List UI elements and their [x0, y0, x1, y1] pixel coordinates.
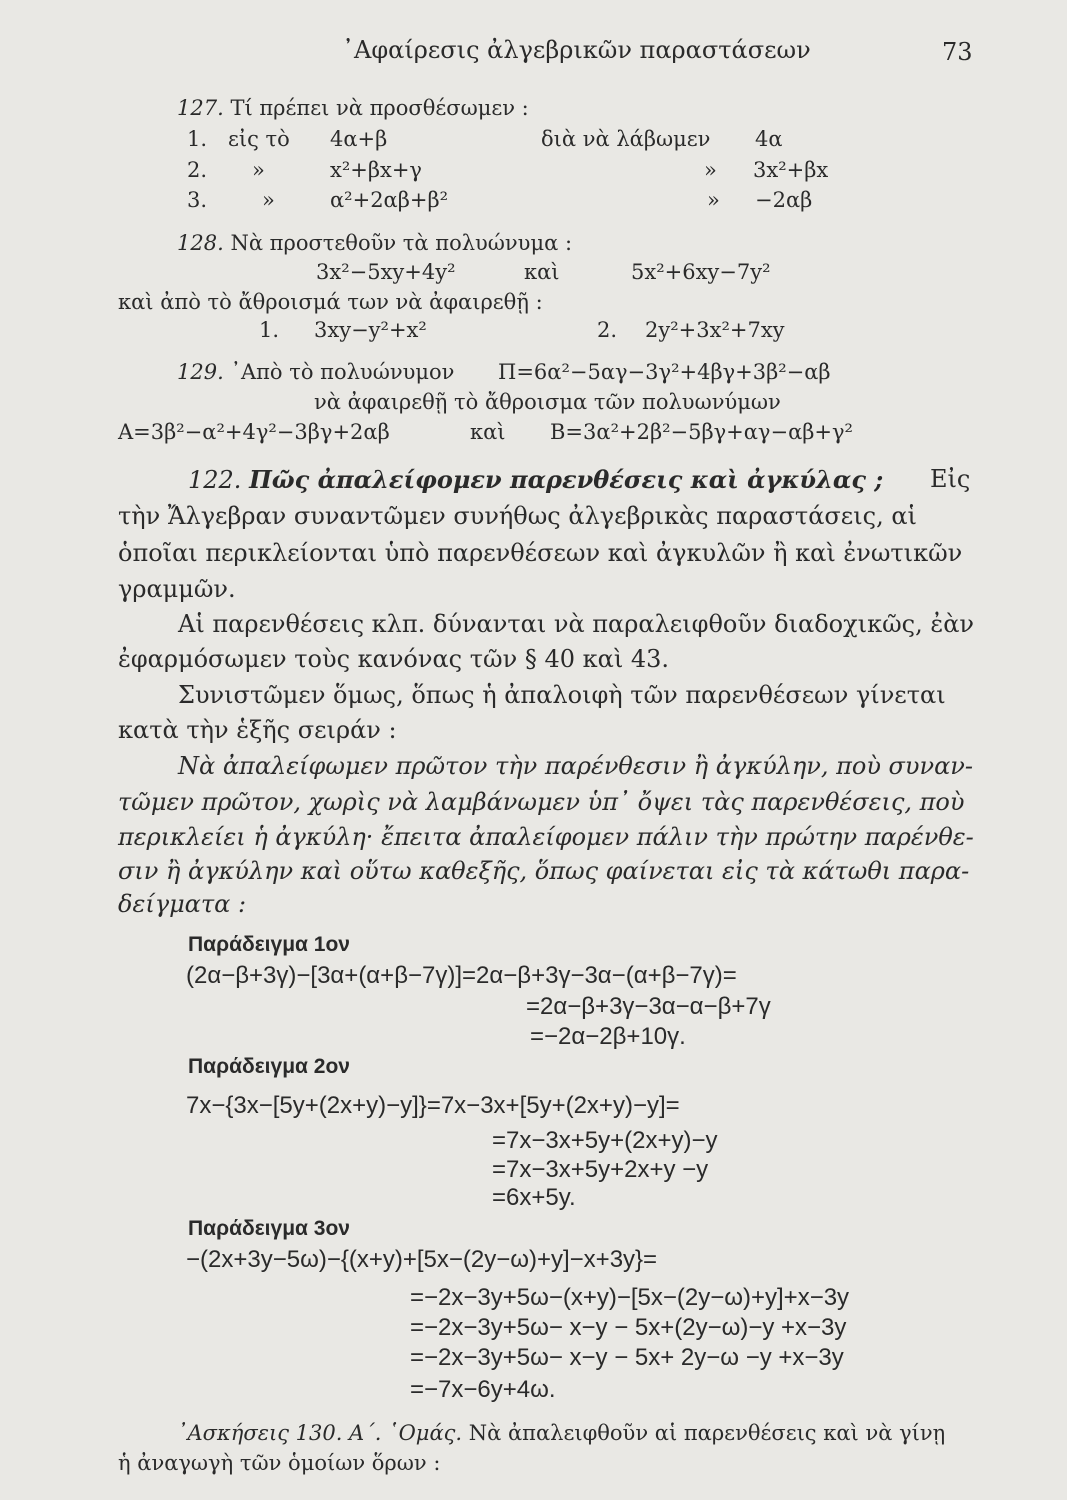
example-1-line-1: (2α−β+3γ)−[3α+(α+β−7γ)]=2α−β+3γ−3α−(α+β−7γ)=	[186, 962, 737, 989]
exercise-number: 127.	[177, 96, 224, 120]
ex127-row-2-expr: x²+βx+γ	[330, 158, 422, 182]
ex127-row-1-expr: 4α+β	[330, 127, 388, 151]
ex129-poly: Π=6α²−5αγ−3γ²+4βγ+3β²−αβ	[498, 360, 831, 384]
exercise-text: Νὰ προστεθοῦν τὰ πολυώνυμα :	[230, 231, 573, 255]
ex127-row-3-res: −2αβ	[755, 188, 813, 212]
example-3-line-2: =−2x−3y+5ω−(x+y)−[5x−(2y−ω)+y]+x−3y	[410, 1284, 850, 1311]
ex129-poly-b: Β=3α²+2β²−5βγ+αγ−αβ+γ²	[550, 420, 853, 444]
para-1-line-2: τὴν Ἄλγεβραν συναντῶμεν συνήθως ἀλγεβρικὰς παραστάσεις, αἱ	[118, 502, 917, 530]
exercise-text: Τί πρέπει νὰ προσθέσωμεν :	[230, 96, 529, 120]
para-4-line-1: Νὰ ἀπαλείφωμεν πρῶτον τὴν παρένθεσιν ἢ ἀγκύλην, ποὺ συναν-	[178, 752, 973, 780]
exercises-label: ᾿Ασκήσεις 130. Α΄. ῾Ομάς.	[177, 1421, 463, 1445]
section-title: Πῶς ἀπαλείφομεν παρενθέσεις καὶ ἀγκύλας ;	[249, 465, 884, 494]
ex127-row-3-expr: α²+2αβ+β²	[330, 188, 449, 212]
example-3-title: Παράδειγμα 3ον	[188, 1217, 350, 1240]
example-1-title: Παράδειγμα 1ον	[188, 933, 350, 956]
ex128-poly-2: 5x²+6xy−7y²	[631, 260, 771, 284]
example-1-line-2: =2α−β+3γ−3α−α−β+7γ	[526, 993, 771, 1020]
example-1-line-3: =−2α−2β+10γ.	[530, 1023, 686, 1050]
example-2-line-3: =7x−3x+5y+2x+y −y	[492, 1156, 709, 1183]
exercise-127-heading	[177, 96, 529, 120]
ex128-line-3: καὶ ἀπὸ τὸ ἄθροισμά των νὰ ἀφαιρεθῇ :	[118, 290, 543, 314]
para-3-line-2: κατὰ τὴν ἑξῆς σειράν :	[118, 716, 397, 744]
section-number: 122.	[188, 466, 242, 494]
para-1-line-4: γραμμῶν.	[118, 575, 236, 603]
example-3-line-3: =−2x−3y+5ω− x−y − 5x+(2y−ω)−y +x−3y	[410, 1314, 847, 1341]
para-1-line-3: ὁποῖαι περικλείονται ὑπὸ παρενθέσεων καὶ ἀγκυλῶν ἢ καὶ ἐνωτικῶν	[118, 539, 963, 567]
para-4-line-2: τῶμεν πρῶτον, χωρὶς νὰ λαμβάνωμεν ὑπ᾿ ὄψει τὰς παρενθέσεις, ποὺ	[118, 788, 965, 816]
ex129-line-2: νὰ ἀφαιρεθῇ τὸ ἄθροισμα τῶν πολυωνύμων	[314, 390, 781, 414]
ex128-sub-2: 2y²+3x²+7xy	[645, 318, 785, 342]
ex129-poly-a: Α=3β²−α²+4γ²−3βγ+2αβ	[118, 420, 390, 444]
ex127-row-3-pre: »	[262, 188, 275, 212]
para-2-line-1: Αἱ παρενθέσεις κλπ. δύνανται νὰ παραλειφθοῦν διαδοχικῶς, ἐὰν	[178, 610, 975, 638]
ex128-sub-1: 3xy−y²+x²	[314, 318, 427, 342]
para-4-line-5: δείγματα :	[118, 890, 247, 918]
example-2-line-4: =6x+5y.	[492, 1184, 576, 1211]
exercise-128-heading	[177, 231, 572, 255]
section-122-heading	[188, 465, 883, 494]
para-2-line-2: ἐφαρμόσωμεν τοὺς κανόνας τῶν § 40 καὶ 43.	[118, 645, 670, 673]
ex129-and: καὶ	[470, 420, 506, 444]
example-2-line-1: 7x−{3x−[5y+(2x+y)−y]}=7x−3x+[5y+(2x+y)−y]=	[186, 1092, 680, 1119]
exercise-129-heading	[177, 360, 454, 384]
ex128-sub-1-num: 1.	[259, 318, 280, 342]
ex127-row-3-mid: »	[707, 188, 720, 212]
example-2-title: Παράδειγμα 2ον	[188, 1055, 350, 1078]
ex127-row-1-mid: διὰ νὰ λάβωμεν	[541, 127, 711, 151]
exercises-line-2: ἡ ἀναγωγὴ τῶν ὁμοίων ὅρων :	[118, 1451, 441, 1475]
exercises-text: Νὰ ἀπαλειφθοῦν αἱ παρενθέσεις καὶ νὰ γίνῃ	[468, 1421, 946, 1445]
ex128-poly-1: 3x²−5xy+4y²	[316, 260, 456, 284]
ex127-row-2-res: 3x²+βx	[753, 158, 829, 182]
para-3-line-1: Συνιστῶμεν ὅμως, ὅπως ἡ ἀπαλοιφὴ τῶν παρενθέσεων γίνεται	[178, 681, 946, 709]
exercise-number: 128.	[177, 231, 224, 255]
ex127-row-3-num: 3.	[187, 188, 208, 212]
exercise-text: ᾿Απὸ τὸ πολυώνυμον	[230, 360, 455, 384]
page-number: 73	[942, 38, 973, 66]
example-3-line-4: =−2x−3y+5ω− x−y − 5x+ 2y−ω −y +x−3y	[410, 1344, 844, 1371]
ex127-row-2-mid: »	[704, 158, 717, 182]
exercises-heading	[177, 1421, 945, 1445]
para-4-line-3: περικλείει ἡ ἀγκύλη· ἔπειτα ἀπαλείφομεν πάλιν τὴν πρώτην παρένθε-	[118, 823, 974, 851]
ex127-row-1-num: 1.	[187, 127, 208, 151]
ex127-row-2-pre: »	[252, 158, 265, 182]
running-header: ᾿Αφαίρεσις ἀλγεβρικῶν παραστάσεων	[342, 36, 811, 64]
ex127-row-1-res: 4α	[755, 127, 783, 151]
ex127-row-1-pre: εἰς τὸ	[228, 127, 290, 151]
ex128-and: καὶ	[524, 260, 560, 284]
example-2-line-2: =7x−3x+5y+(2x+y)−y	[492, 1127, 718, 1154]
ex127-row-2-num: 2.	[187, 158, 208, 182]
example-3-line-1: −(2x+3y−5ω)−{(x+y)+[5x−(2y−ω)+y]−x+3y}=	[186, 1246, 658, 1273]
example-3-line-5: =−7x−6y+4ω.	[410, 1376, 556, 1403]
ex128-sub-2-num: 2.	[597, 318, 618, 342]
para-1-line-1: Εἰς	[930, 465, 971, 493]
para-4-line-4: σιν ἢ ἀγκύλην καὶ οὕτω καθεξῆς, ὅπως φαίνεται εἰς τὰ κάτωθι παρα-	[118, 857, 970, 885]
exercise-number: 129.	[177, 360, 224, 384]
